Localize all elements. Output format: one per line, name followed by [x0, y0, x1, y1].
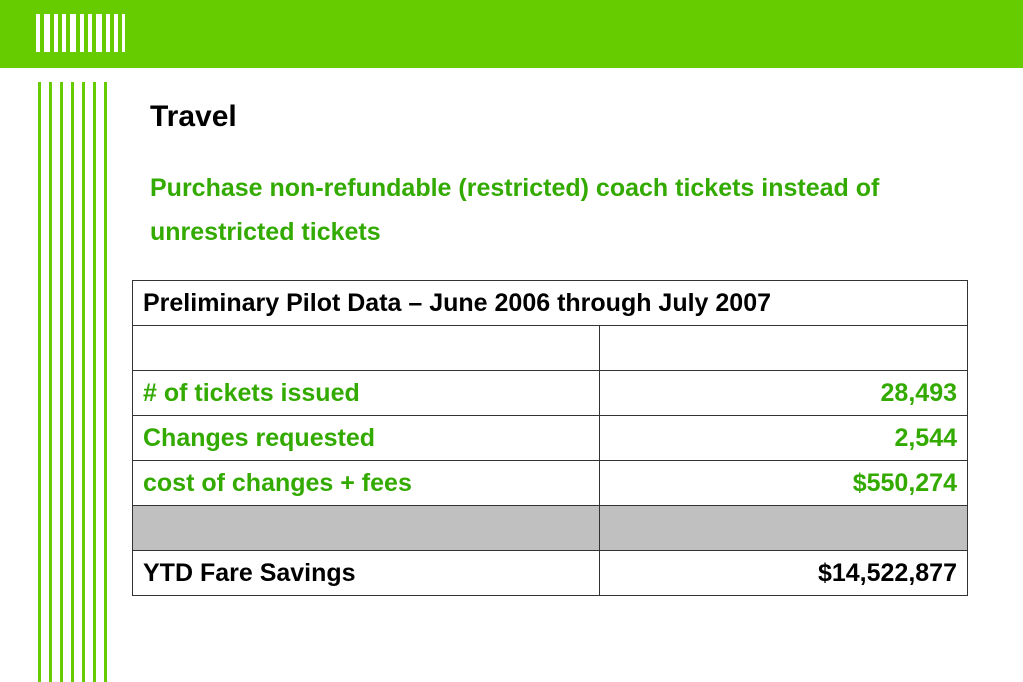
top-banner — [0, 0, 1023, 68]
row-value: 2,544 — [600, 416, 968, 461]
row-label: # of tickets issued — [133, 371, 600, 416]
table-empty-row — [133, 326, 968, 371]
total-label: YTD Fare Savings — [133, 551, 600, 596]
total-value: $14,522,877 — [600, 551, 968, 596]
row-value: $550,274 — [600, 461, 968, 506]
table-row — [133, 371, 968, 416]
row-label: cost of changes + fees — [133, 461, 600, 506]
table-total-row — [133, 551, 968, 596]
row-value: 28,493 — [600, 371, 968, 416]
slide-title: Travel — [150, 100, 237, 133]
table-row — [133, 461, 968, 506]
slide-subtitle: Purchase non-refundable (restricted) coach tickets instead of unrestricted tickets — [150, 174, 880, 246]
table-row — [133, 416, 968, 461]
company-logo-icon — [36, 14, 125, 52]
decorative-stripes — [38, 82, 108, 682]
pilot-data-table — [132, 280, 968, 596]
table-header-row — [133, 281, 968, 326]
row-label: Changes requested — [133, 416, 600, 461]
table-header: Preliminary Pilot Data – June 2006 through July 2007 — [133, 281, 968, 326]
table-separator-row — [133, 506, 968, 551]
